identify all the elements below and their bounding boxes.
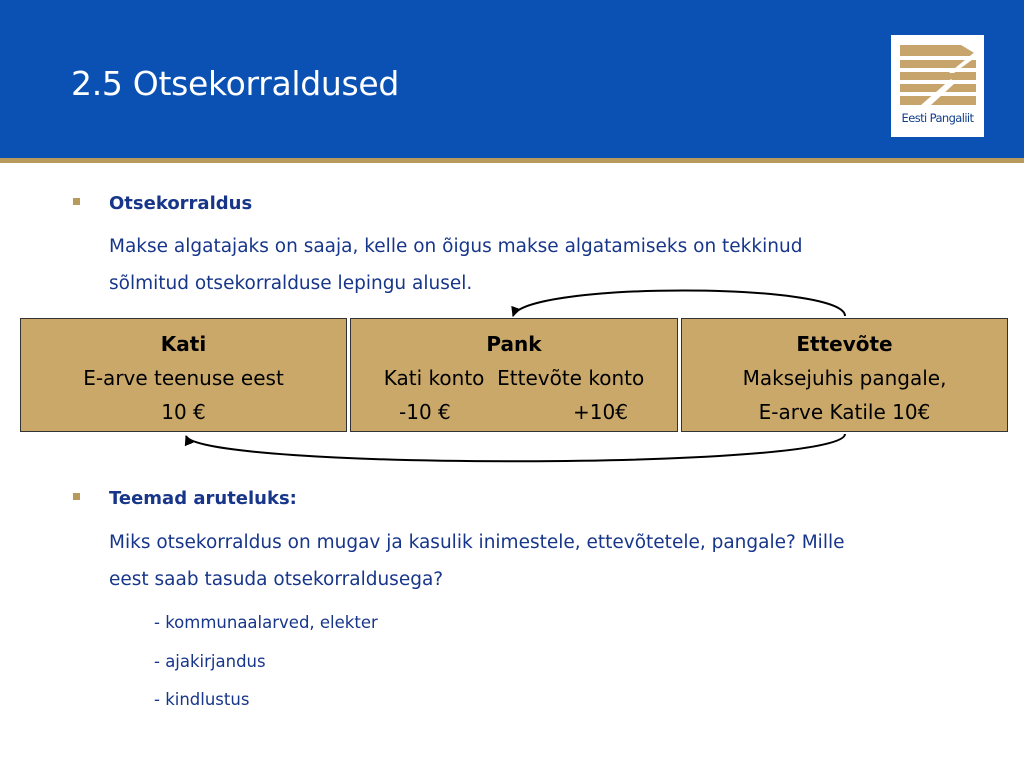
box-ettevote-line2: E-arve Katile 10€ [758,400,931,424]
box-ettevote [681,318,1008,432]
section-heading-teemad: Teemad aruteluks: [109,488,297,509]
box-pank-title: Pank [486,332,542,356]
list-item: - kindlustus [154,690,250,709]
discussion-line-2: eest saab tasuda otsekorraldusega? [109,569,444,590]
box-pank [350,318,678,432]
box-kati-line1: E-arve teenuse eest [83,366,284,390]
box-pank-amounts [351,395,677,429]
discussion-line-1: Miks otsekorraldus on mugav ja kasulik inimestele, ettevõtetele, pangale? Mille [109,532,845,553]
list-item: - kommunaalarved, elekter [154,613,378,632]
box-pank-line1: Kati konto Ettevõte konto [383,366,645,390]
box-kati-line2: 10 € [161,400,206,424]
box-kati-title: Kati [160,332,207,356]
logo-caption: Eesti Pangaliit [901,111,974,125]
box-pank-amount-left: -10 € [399,400,451,424]
arrow-ettevote-to-pank [513,291,845,317]
section-heading-otsekorraldus: Otsekorraldus [109,193,253,214]
definition-line-1: Makse algatajaks on saaja, kelle on õigus makse algatamiseks on tekkinud [109,236,803,257]
arrow-ettevote-to-kati [186,434,845,461]
box-ettevote-title: Ettevõte [796,332,893,356]
definition-line-2: sõlmitud otsekorralduse lepingu alusel. [109,273,473,294]
box-ettevote-line1: Maksejuhis pangale, [742,366,947,390]
box-kati [20,318,347,432]
box-pank-amount-right: +10€ [573,400,628,424]
bullet-square [73,493,80,500]
slide-title: 2.5 Otsekorraldused [71,64,400,103]
list-item: - ajakirjandus [154,652,266,671]
